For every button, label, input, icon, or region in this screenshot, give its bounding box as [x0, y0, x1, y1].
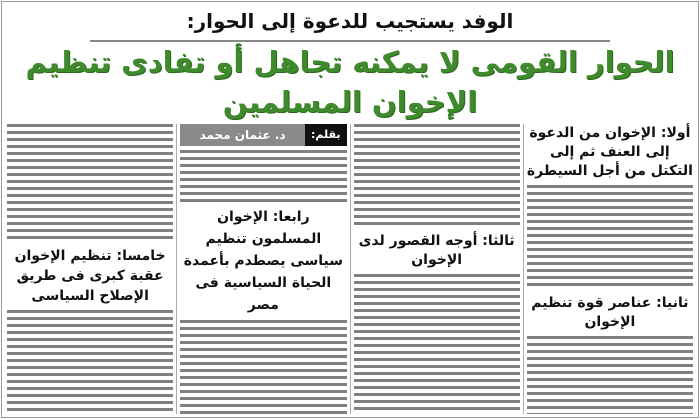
author-byline: [180, 124, 346, 146]
article-column-3: [177, 124, 349, 414]
article-column-4: [4, 124, 176, 414]
author-name: د. عثمان محمد: [199, 128, 286, 142]
body-text: [527, 185, 693, 290]
body-text: [354, 274, 520, 414]
section-heading-5: خامسا: تنظيم الإخوان عقبة كبرى فى طريق الإصلاح السياسى: [14, 248, 166, 304]
body-text: [7, 124, 173, 242]
section-heading-4: رابعا: الإخوان المسلمون تنظيم سياسى يصطدم بأعمدة الحياة السياسية فى مصر: [183, 209, 344, 313]
article-column-1: [524, 124, 696, 414]
body-text: [527, 336, 693, 414]
section-heading-2: ثانيا: عناصر قوة تنظيم الإخوان: [531, 295, 689, 330]
byline-label: بقلم:: [305, 124, 347, 146]
body-text: [354, 124, 520, 228]
body-text: [180, 150, 346, 202]
section-heading-1: أولا: الإخوان من الدعوة إلى العنف ثم إلى التكتل من أجل السيطرة: [526, 125, 693, 179]
article-columns: [2, 122, 698, 417]
main-headline: الحوار القومى لا يمكنه تجاهل أو تفادى تنظيم الإخوان المسلمين: [25, 45, 675, 119]
article-column-2: [351, 124, 523, 414]
kicker-headline: الوفد يستجيب للدعوة إلى الحوار:: [186, 9, 514, 33]
clipping-frame: [1, 1, 699, 418]
body-text: [7, 310, 173, 414]
section-heading-3: ثالثا: أوجه القصور لدى الإخوان: [358, 233, 515, 268]
